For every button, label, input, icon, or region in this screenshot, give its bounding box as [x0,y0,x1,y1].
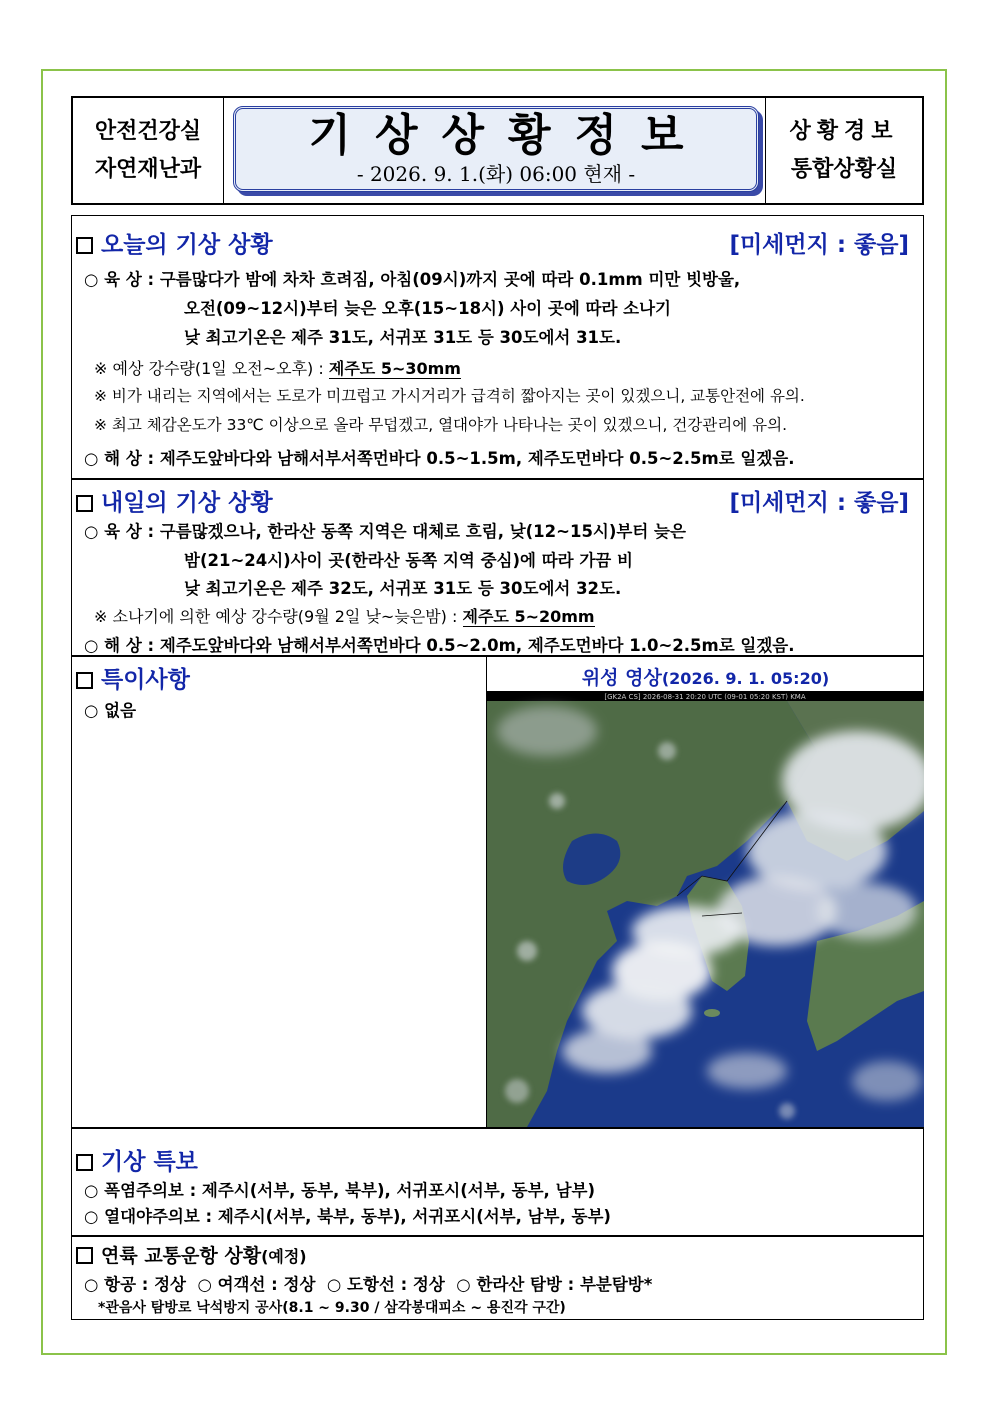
tomorrow-rain-note: ※ 소나기에 의한 예상 강수량(9월 2일 낮~늦은밤) : 제주도 5~20mm [94,607,595,626]
tomorrow-land-line-2: 밤(21~24시)사이 곳(한라산 동쪽 지역 중심)에 따라 가끔 비 [184,551,633,570]
today-road-note: ※ 비가 내리는 지역에서는 도로가 미끄럽고 가시거리가 급격히 짧아지는 곳이 있겠으니, 교통안전에 유의. [94,387,805,405]
jeju-island [704,1009,720,1017]
title-banner [233,106,759,192]
checkbox-icon [76,672,93,689]
warning-section [71,1128,924,1236]
satellite-title: 위성 영상(2026. 9. 1. 05:20) [581,667,830,689]
tomorrow-land-line-3: 낮 최고기온은 제주 32도, 서귀포 31도 등 30도에서 32도. [184,579,622,598]
satellite-caption: [GK2A CS] 2026-08-31 20:20 UTC (09-01 05:20 KST) KMA [604,693,806,701]
satellite-map [487,691,924,1127]
traffic-status: ○ 항공 : 정상 ○ 여객선 : 정상 ○ 도항선 : 정상 ○ 한라산 탐방 : 부분탐방* [84,1275,653,1294]
today-section [71,215,924,479]
satellite-image [487,691,924,1127]
tomorrow-heading: 내일의 기상 상황 [76,484,273,517]
dept-line-2: 자연재난과 [94,156,202,182]
special-section [71,656,924,1128]
tomorrow-land-line-1: ○ 육 상 : 구름많겠으나, 한라산 동쪽 지역은 대체로 흐림, 낮(12~15시)부터 늦은 [84,522,686,541]
today-heat-note: ※ 최고 체감온도가 33℃ 이상으로 올라 무덥겠고, 열대야가 나타나는 곳이 있겠으니, 건강관리에 유의. [94,416,787,434]
checkbox-icon [76,237,93,254]
report-date: - 2026. 9. 1.(화) 06:00 현재 - [356,162,636,186]
tomorrow-dust-status: [미세먼지 : 좋음] [729,490,909,516]
office-line-2: 통합상황실 [790,156,898,182]
special-item: ○ 없음 [84,701,137,720]
header-office [765,98,922,203]
office-line-1: 상황경보 [789,118,899,144]
warning-heading: 기상 특보 [76,1143,198,1176]
traffic-note: *관음사 탐방로 낙석방지 공사(8.1 ~ 9.30 / 삼각봉대피소 ~ 용진각 구간) [98,1300,566,1316]
today-rain-note: ※ 예상 강수량(1일 오전~오후) : 제주도 5~30mm [94,359,461,378]
warning-item-heat: ○ 폭염주의보 : 제주시(서부, 동부, 북부), 서귀포시(서부, 동부, 남부) [84,1181,595,1200]
checkbox-icon [76,1154,93,1171]
today-dust-status: [미세먼지 : 좋음] [729,232,909,258]
tomorrow-section [71,479,924,656]
tomorrow-sea: ○ 해 상 : 제주도앞바다와 남해서부서쪽먼바다 0.5~2.0m, 제주도먼바다 1.0~2.5m로 일겠음. [84,636,795,655]
warning-item-tropical-night: ○ 열대야주의보 : 제주시(서부, 북부, 동부), 서귀포시(서부, 남부, 동부) [84,1207,611,1226]
checkbox-icon [76,495,93,512]
today-sea: ○ 해 상 : 제주도앞바다와 남해서부서쪽먼바다 0.5~1.5m, 제주도먼바다 0.5~2.5m로 일겠음. [84,449,795,468]
header-box [71,96,924,205]
special-heading: 특이사항 [76,661,190,694]
page-title: 기상상황정보 [308,110,708,161]
dept-line-1: 안전건강실 [94,118,202,144]
today-land-line-3: 낮 최고기온은 제주 31도, 서귀포 31도 등 30도에서 31도. [184,328,622,347]
today-land-line-2: 오전(09~12시)부터 늦은 오후(15~18시) 사이 곳에 따라 소나기 [184,299,671,318]
today-heading: 오늘의 기상 상황 [76,226,273,259]
checkbox-icon [76,1247,93,1264]
today-land-line-1: ○ 육 상 : 구름많다가 밤에 차차 흐려짐, 아침(09시)까지 곳에 따라 0.1mm 미만 빗방울, [84,270,741,289]
header-dept [73,98,224,203]
traffic-heading: 연륙 교통운항 상황(예정) [76,1241,307,1268]
traffic-section [71,1236,924,1320]
